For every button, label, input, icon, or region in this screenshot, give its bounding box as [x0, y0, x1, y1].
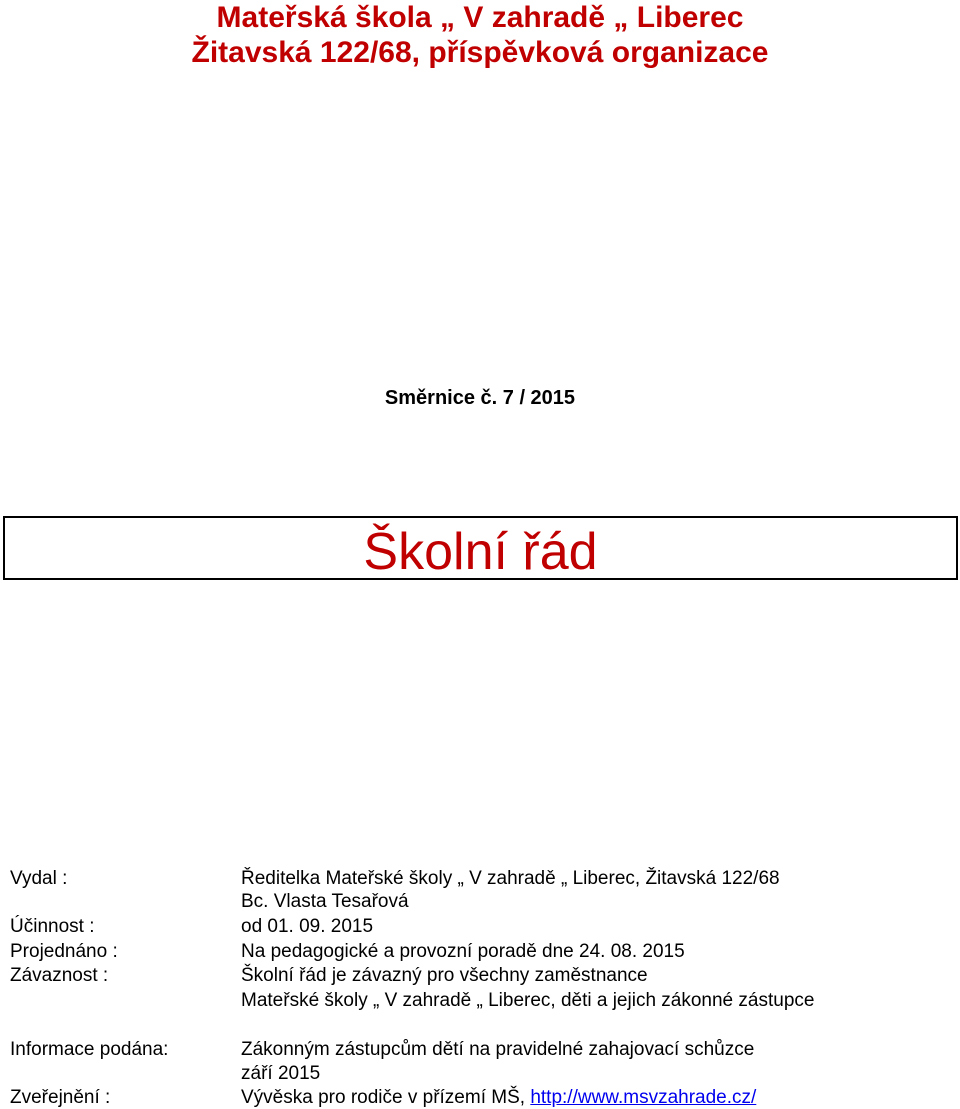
school-name: Mateřská škola „ V zahradě „ Liberec: [216, 1, 744, 34]
discussed-label: Projednáno :: [10, 941, 118, 962]
informed-value-line1: Zákonným zástupcům dětí na pravidelné zahajovací schůzce: [241, 1039, 755, 1060]
website-link[interactable]: http://www.msvzahrade.cz/: [530, 1087, 757, 1108]
issued-value-line1: Ředitelka Mateřské školy „ V zahradě „ Liberec, Žitavská 122/68: [241, 868, 780, 889]
effective-value: od 01. 09. 2015: [241, 916, 374, 937]
effective-label: Účinnost :: [10, 916, 95, 937]
informed-value-line2: září 2015: [241, 1063, 321, 1084]
issued-label: Vydal :: [10, 868, 68, 889]
informed-label: Informace podána:: [10, 1039, 169, 1060]
school-address: Žitavská 122/68, příspěvková organizace: [191, 36, 769, 69]
document-title: Školní řád: [363, 523, 598, 581]
published-text: Vývěska pro rodiče v přízemí MŠ,: [241, 1087, 531, 1108]
directive-number: Směrnice č. 7 / 2015: [384, 387, 576, 409]
issued-value-line2: Bc. Vlasta Tesařová: [241, 891, 409, 912]
title-box: [3, 516, 958, 580]
binding-value-line2: Mateřské školy „ V zahradě „ Liberec, děti a jejich zákonné zástupce: [241, 990, 815, 1011]
published-label: Zveřejnění :: [10, 1087, 111, 1108]
binding-value-line1: Školní řád je závazný pro všechny zaměstnance: [241, 965, 648, 986]
published-value: [241, 1087, 756, 1109]
discussed-value: Na pedagogické a provozní poradě dne 24. 08. 2015: [241, 941, 685, 962]
binding-label: Závaznost :: [10, 965, 109, 986]
